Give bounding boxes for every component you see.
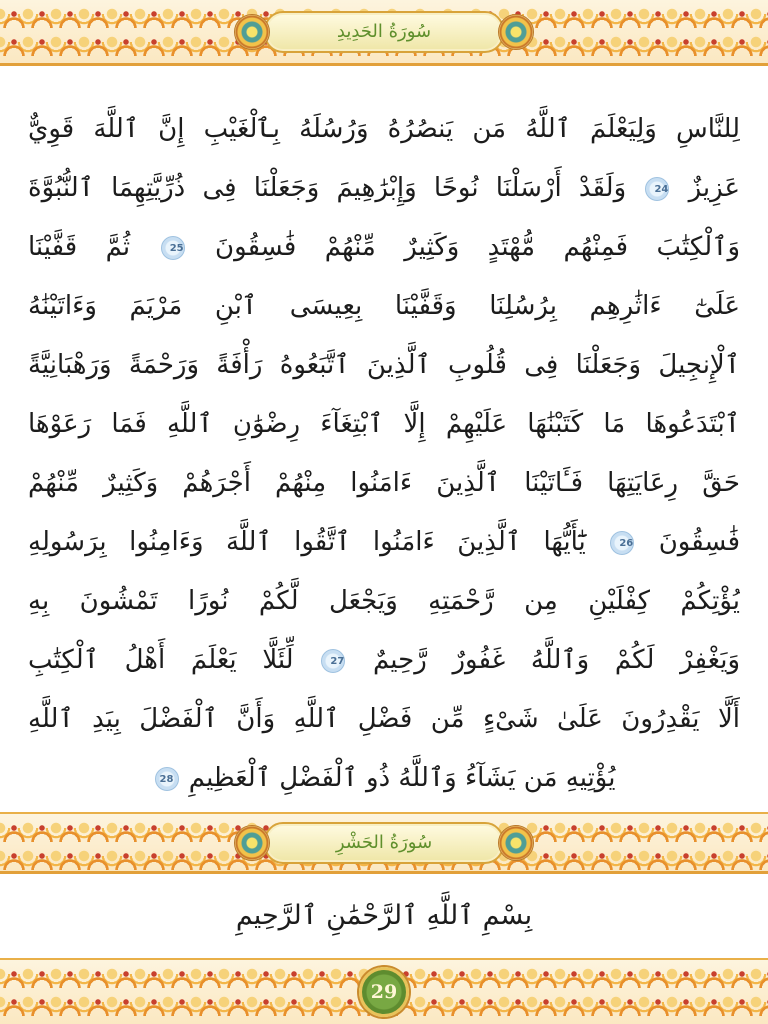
surah-title-frame: [264, 822, 504, 864]
verse-text: لِلنَّاسِ وَلِيَعْلَمَ ٱللَّهُ مَن يَنصُرُهُ وَرُسُلَهُ بِٱلْغَيْبِ إِنَّ ٱللَّهَ قَوِيٌّ: [28, 114, 740, 144]
verse-text: عَزِيزٌ: [688, 173, 740, 203]
page-number: 29: [359, 967, 409, 1017]
bottom-ornament-band: [0, 958, 768, 1024]
verse-text: عَلَىٰٓ ءَاثَٰرِهِم بِرُسُلِنَا وَقَفَّيْنَا بِعِيسَى ٱبْنِ مَرْيَمَ وَءَاتَيْنَٰهُ: [28, 291, 740, 321]
next-surah-title-cartouche: [234, 821, 534, 865]
surah-header-band: [0, 812, 768, 874]
verse-text: أَلَّا يَقْدِرُونَ عَلَىٰ شَىْءٍ مِّن فَضْلِ ٱللَّهِ وَأَنَّ ٱلْفَضْلَ بِيَدِ ٱللَّهِ: [28, 704, 740, 734]
verse-text: ٱبْتَدَعُوهَا مَا كَتَبْنَٰهَا عَلَيْهِمْ إِلَّا ٱبْتِغَآءَ رِضْوَٰنِ ٱللَّهِ فَمَا رَعَوْهَا: [28, 409, 740, 439]
text-line: [28, 277, 740, 336]
verses-text-block: [28, 100, 740, 808]
verse-text: حَقَّ رِعَايَتِهَا فَـَٔاتَيْنَا ٱلَّذِينَ ءَامَنُوا مِنْهُمْ أَجْرَهُمْ وَكَثِيرٌ مِّنْهُمْ: [28, 468, 740, 498]
surah-title: سُورَةُ الحَدِيدِ: [336, 21, 432, 42]
ayah-number-marker: 26: [610, 531, 634, 555]
verse-text: لِّئَلَّا يَعْلَمَ أَهْلُ ٱلْكِتَٰبِ: [28, 645, 294, 675]
text-line: [28, 100, 740, 159]
verse-text: وَيَغْفِرْ لَكُمْ وَٱللَّهُ غَفُورٌ رَّحِيمٌ: [373, 645, 740, 675]
verse-text: يُؤْتِكُمْ كِفْلَيْنِ مِن رَّحْمَتِهِ وَيَجْعَل لَّكُمْ نُورًا تَمْشُونَ بِهِ: [28, 586, 740, 616]
text-line: [28, 631, 740, 690]
text-line: [28, 513, 740, 572]
verse-text: يُؤْتِيهِ مَن يَشَآءُ وَٱللَّهُ ذُو ٱلْفَضْلِ ٱلْعَظِيمِ: [188, 763, 616, 793]
text-line: [28, 572, 740, 631]
medallion-ornament-icon: [234, 825, 270, 861]
verse-text: ثُمَّ قَفَّيْنَا: [28, 232, 131, 262]
ayah-number-marker: 28: [155, 767, 179, 791]
text-line: [28, 336, 740, 395]
verse-text: وَلَقَدْ أَرْسَلْنَا نُوحًا وَإِبْرَٰهِيمَ وَجَعَلْنَا فِى ذُرِّيَّتِهِمَا ٱلنُّبُوَّةَ: [28, 173, 627, 203]
text-line: [28, 159, 740, 218]
medallion-ornament-icon: [234, 14, 270, 50]
text-line: [28, 218, 740, 277]
ayah-number-marker: 27: [321, 649, 345, 673]
text-line: [28, 395, 740, 454]
surah-title-frame: [264, 11, 504, 53]
ayah-number-marker: 24: [645, 177, 669, 201]
text-line: [28, 749, 740, 808]
top-ornament-band: [0, 0, 768, 66]
verse-text: وَٱلْكِتَٰبَ فَمِنْهُم مُّهْتَدٍ وَكَثِيرٌ مِّنْهُمْ فَٰسِقُونَ: [215, 232, 740, 262]
next-surah-title: سُورَةُ الحَشْرِ: [335, 832, 433, 853]
ayah-number-marker: 25: [161, 236, 185, 260]
verse-text: فَٰسِقُونَ: [658, 527, 740, 557]
verse-text: يَٰٓأَيُّهَا ٱلَّذِينَ ءَامَنُوا ٱتَّقُوا ٱللَّهَ وَءَامِنُوا بِرَسُولِهِ: [28, 527, 586, 557]
medallion-ornament-icon: [498, 825, 534, 861]
verse-text: ٱلْإِنجِيلَ وَجَعَلْنَا فِى قُلُوبِ ٱلَّذِينَ ٱتَّبَعُوهُ رَأْفَةً وَرَحْمَةً وَرَهْبَانِيَّةً: [28, 350, 740, 380]
surah-title-cartouche: [234, 10, 534, 54]
text-line: [28, 454, 740, 513]
basmala: بِسْمِ ٱللَّهِ ٱلرَّحْمَٰنِ ٱلرَّحِيمِ: [235, 900, 533, 931]
text-line: [28, 690, 740, 749]
medallion-ornament-icon: [498, 14, 534, 50]
